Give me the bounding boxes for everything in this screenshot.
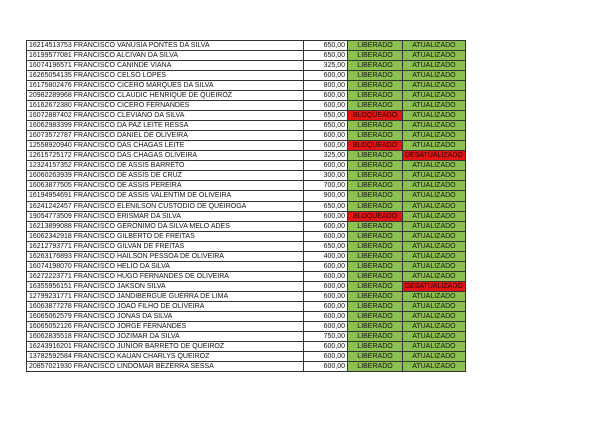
- status-cell[interactable]: LIBERADO: [348, 221, 403, 231]
- beneficiary-cell[interactable]: 16272223771 FRANCISCO HUGO FERNANDES DE OLIVEIRA: [27, 271, 304, 281]
- update-status-cell[interactable]: ATUALIZADO: [403, 241, 466, 251]
- beneficiary-cell[interactable]: 16060263939 FRANCISCO DE ASSIS DE CRUZ: [27, 171, 304, 181]
- value-cell[interactable]: 600,00: [304, 91, 348, 101]
- update-status-cell[interactable]: ATUALIZADO: [403, 221, 466, 231]
- update-status-cell[interactable]: ATUALIZADO: [403, 51, 466, 61]
- status-cell[interactable]: LIBERADO: [348, 41, 403, 51]
- value-cell[interactable]: 325,00: [304, 151, 348, 161]
- update-status-cell[interactable]: DESATUALIZADO: [403, 151, 466, 161]
- value-cell[interactable]: 325,00: [304, 61, 348, 71]
- value-cell[interactable]: 600,00: [304, 161, 348, 171]
- update-status-cell[interactable]: ATUALIZADO: [403, 141, 466, 151]
- beneficiary-cell[interactable]: 16243916201 FRANCISCO JUNIOR BARRETO DE QUEIROZ: [27, 341, 304, 351]
- table-row: [27, 171, 466, 181]
- beneficiary-cell[interactable]: 12558920940 FRANCISCO DAS CHAGAS LEITE: [27, 141, 304, 151]
- update-status-cell[interactable]: ATUALIZADO: [403, 291, 466, 301]
- table-row: [27, 351, 466, 361]
- update-status-cell[interactable]: ATUALIZADO: [403, 201, 466, 211]
- value-cell[interactable]: 650,00: [304, 111, 348, 121]
- update-status-cell[interactable]: ATUALIZADO: [403, 71, 466, 81]
- value-cell[interactable]: 600,00: [304, 281, 348, 291]
- table-row: [27, 51, 466, 61]
- update-status-cell[interactable]: DESATUALIZADO: [403, 281, 466, 291]
- table-row: [27, 251, 466, 261]
- update-status-cell[interactable]: ATUALIZADO: [403, 81, 466, 91]
- status-cell[interactable]: LIBERADO: [348, 311, 403, 321]
- value-cell[interactable]: 600,00: [304, 362, 348, 372]
- update-status-cell[interactable]: ATUALIZADO: [403, 261, 466, 271]
- beneficiary-cell[interactable]: 16199577081 FRANCISCO ALCIVAN DA SILVA: [27, 51, 304, 61]
- table-row: [27, 271, 466, 281]
- value-cell[interactable]: 600,00: [304, 311, 348, 321]
- update-status-cell[interactable]: ATUALIZADO: [403, 91, 466, 101]
- status-cell[interactable]: LIBERADO: [348, 201, 403, 211]
- status-cell[interactable]: LIBERADO: [348, 51, 403, 61]
- beneficiary-cell[interactable]: 16265054135 FRANCISCO CELSO LOPES: [27, 71, 304, 81]
- table-row: [27, 301, 466, 311]
- status-cell[interactable]: LIBERADO: [348, 151, 403, 161]
- status-cell[interactable]: LIBERADO: [348, 131, 403, 141]
- status-cell[interactable]: LIBERADO: [348, 101, 403, 111]
- status-cell[interactable]: LIBERADO: [348, 61, 403, 71]
- table-row: [27, 221, 466, 231]
- table-row: [27, 161, 466, 171]
- table-row: [27, 191, 466, 201]
- beneficiary-cell[interactable]: 16063877505 FRANCISCO DE ASSIS PEREIRA: [27, 181, 304, 191]
- table-row: [27, 362, 466, 372]
- update-status-cell[interactable]: ATUALIZADO: [403, 61, 466, 71]
- value-cell[interactable]: 700,00: [304, 181, 348, 191]
- status-cell[interactable]: LIBERADO: [348, 261, 403, 271]
- table-row: [27, 261, 466, 271]
- value-cell[interactable]: 300,00: [304, 171, 348, 181]
- update-status-cell[interactable]: ATUALIZADO: [403, 41, 466, 51]
- update-status-cell[interactable]: ATUALIZADO: [403, 321, 466, 331]
- table-row: [27, 181, 466, 191]
- value-cell[interactable]: 600,00: [304, 321, 348, 331]
- update-status-cell[interactable]: ATUALIZADO: [403, 341, 466, 351]
- beneficiary-cell[interactable]: 19054773509 FRANCISCO ERISMAR DA SILVA: [27, 211, 304, 221]
- update-status-cell[interactable]: ATUALIZADO: [403, 351, 466, 361]
- status-cell[interactable]: LIBERADO: [348, 171, 403, 181]
- value-cell[interactable]: 600,00: [304, 301, 348, 311]
- status-cell[interactable]: LIBERADO: [348, 191, 403, 201]
- update-status-cell[interactable]: ATUALIZADO: [403, 271, 466, 281]
- beneficiary-cell[interactable]: 16355956151 FRANCISCO JAKSON SILVA: [27, 281, 304, 291]
- value-cell[interactable]: 600,00: [304, 231, 348, 241]
- status-cell[interactable]: LIBERADO: [348, 321, 403, 331]
- value-cell[interactable]: 600,00: [304, 271, 348, 281]
- status-cell[interactable]: LIBERADO: [348, 341, 403, 351]
- update-status-cell[interactable]: ATUALIZADO: [403, 191, 466, 201]
- table-row: [27, 241, 466, 251]
- value-cell[interactable]: 600,00: [304, 221, 348, 231]
- value-cell[interactable]: 600,00: [304, 131, 348, 141]
- beneficiary-cell[interactable]: 16162672380 FRANCISCO CICERO FERNANDES: [27, 101, 304, 111]
- value-cell[interactable]: 600,00: [304, 141, 348, 151]
- status-cell[interactable]: LIBERADO: [348, 231, 403, 241]
- value-cell[interactable]: 650,00: [304, 41, 348, 51]
- status-cell[interactable]: LIBERADO: [348, 351, 403, 361]
- beneficiary-cell[interactable]: 16065052126 FRANCISCO JORGE FERNANDES: [27, 321, 304, 331]
- table-row: [27, 231, 466, 241]
- status-cell[interactable]: LIBERADO: [348, 71, 403, 81]
- status-cell[interactable]: LIBERADO: [348, 181, 403, 191]
- table-row: [27, 141, 466, 151]
- status-cell[interactable]: BLOQUEADO: [348, 111, 403, 121]
- update-status-cell[interactable]: ATUALIZADO: [403, 161, 466, 171]
- beneficiary-cell[interactable]: 16194954691 FRANCISCO DE ASSIS VALENTIM DE OLIVEIRA: [27, 191, 304, 201]
- status-cell[interactable]: BLOQUEADO: [348, 141, 403, 151]
- value-cell[interactable]: 600,00: [304, 101, 348, 111]
- status-cell[interactable]: LIBERADO: [348, 301, 403, 311]
- beneficiary-cell[interactable]: 16213899088 FRANCISCO GERONIMO DA SILVA MELO ADES: [27, 221, 304, 231]
- table-row: [27, 121, 466, 131]
- value-cell[interactable]: 600,00: [304, 71, 348, 81]
- update-status-cell[interactable]: ATUALIZADO: [403, 231, 466, 241]
- update-status-cell[interactable]: ATUALIZADO: [403, 171, 466, 181]
- table-row: [27, 341, 466, 351]
- beneficiary-cell[interactable]: 16214513753 FRANCISCO VANUSIA PONTES DA SILVA: [27, 41, 304, 51]
- beneficiary-cell[interactable]: 16175802476 FRANCISCO CICERO MARQUES DA SILVA: [27, 81, 304, 91]
- update-status-cell[interactable]: ATUALIZADO: [403, 111, 466, 121]
- status-cell[interactable]: LIBERADO: [348, 271, 403, 281]
- table-row: [27, 201, 466, 211]
- table-row: [27, 281, 466, 291]
- table-row: [27, 131, 466, 141]
- beneficiary-cell[interactable]: 12799231771 FRANCISCO JANDIBERGUE GUERRA DE LIMA: [27, 291, 304, 301]
- status-cell[interactable]: LIBERADO: [348, 91, 403, 101]
- value-cell[interactable]: 600,00: [304, 261, 348, 271]
- table-row: [27, 101, 466, 111]
- value-cell[interactable]: 650,00: [304, 241, 348, 251]
- value-cell[interactable]: 650,00: [304, 51, 348, 61]
- table-row: [27, 111, 466, 121]
- status-cell[interactable]: LIBERADO: [348, 81, 403, 91]
- update-status-cell[interactable]: ATUALIZADO: [403, 311, 466, 321]
- beneficiary-cell[interactable]: 12324157352 FRANCISCO DE ASSIS BARRETO: [27, 161, 304, 171]
- update-status-cell[interactable]: ATUALIZADO: [403, 101, 466, 111]
- value-cell[interactable]: 600,00: [304, 341, 348, 351]
- value-cell[interactable]: 900,00: [304, 191, 348, 201]
- status-cell[interactable]: LIBERADO: [348, 281, 403, 291]
- table-row: [27, 71, 466, 81]
- beneficiary-cell[interactable]: 16072887402 FRANCISCO CLEVIANO DA SILVA: [27, 111, 304, 121]
- status-cell[interactable]: BLOQUEADO: [348, 211, 403, 221]
- beneficiary-cell[interactable]: 12615725172 FRANCISCO DAS CHAGAS OLIVEIRA: [27, 151, 304, 161]
- table-row: [27, 151, 466, 161]
- update-status-cell[interactable]: ATUALIZADO: [403, 181, 466, 191]
- beneficiary-cell[interactable]: 16074196571 FRANCISCO CANINDE VIANA: [27, 61, 304, 71]
- beneficiary-cell[interactable]: 20857021930 FRANCISCO LINDOMAR BEZERRA SESSA: [27, 362, 304, 372]
- table-body: [27, 41, 466, 372]
- update-status-cell[interactable]: ATUALIZADO: [403, 121, 466, 131]
- beneficiary-cell[interactable]: 20982289968 FRANCISCO CLAUDIC HENRIQUE DE QUEIROZ: [27, 91, 304, 101]
- spreadsheet-table: [26, 40, 466, 372]
- status-cell[interactable]: LIBERADO: [348, 251, 403, 261]
- beneficiary-cell[interactable]: 16241242457 FRANCISCO ELENILSON CUSTODIO DE QUEIROGA: [27, 201, 304, 211]
- status-cell[interactable]: LIBERADO: [348, 241, 403, 251]
- beneficiary-cell[interactable]: 16062835518 FRANCISCO JOZIMAR DA SILVA: [27, 331, 304, 341]
- value-cell[interactable]: 750,00: [304, 331, 348, 341]
- update-status-cell[interactable]: ATUALIZADO: [403, 131, 466, 141]
- beneficiary-cell[interactable]: 16065062579 FRANCISCO JONAS DA SILVA: [27, 311, 304, 321]
- value-cell[interactable]: 600,00: [304, 351, 348, 361]
- value-cell[interactable]: 600,00: [304, 291, 348, 301]
- table-row: [27, 331, 466, 341]
- update-status-cell[interactable]: ATUALIZADO: [403, 301, 466, 311]
- table-row: [27, 41, 466, 51]
- beneficiary-cell[interactable]: 16063877278 FRANCISCO JOAO FILHO DE OLIVEIRA: [27, 301, 304, 311]
- beneficiary-cell[interactable]: 16074198070 FRANCISCO HELIO DA SILVA: [27, 261, 304, 271]
- value-cell[interactable]: 600,00: [304, 211, 348, 221]
- beneficiary-cell[interactable]: 16073572787 FRANCISCO DANIEL DE OLIVEIRA: [27, 131, 304, 141]
- table-row: [27, 81, 466, 91]
- table-row: [27, 321, 466, 331]
- value-cell[interactable]: 650,00: [304, 201, 348, 211]
- table-row: [27, 91, 466, 101]
- table-row: [27, 61, 466, 71]
- status-cell[interactable]: LIBERADO: [348, 331, 403, 341]
- status-cell[interactable]: LIBERADO: [348, 161, 403, 171]
- value-cell[interactable]: 650,00: [304, 121, 348, 131]
- status-cell[interactable]: LIBERADO: [348, 291, 403, 301]
- update-status-cell[interactable]: ATUALIZADO: [403, 211, 466, 221]
- table-row: [27, 291, 466, 301]
- update-status-cell[interactable]: ATUALIZADO: [403, 251, 466, 261]
- beneficiary-cell[interactable]: 16062983399 FRANCISCO DA PAZ LEITE RESSA: [27, 121, 304, 131]
- beneficiary-cell[interactable]: 16212793771 FRANCISCO GILVAN DE FREITAS: [27, 241, 304, 251]
- value-cell[interactable]: 800,00: [304, 81, 348, 91]
- beneficiary-cell[interactable]: 16263176893 FRANCISCO HAILSON PESSOA DE OLIVEIRA: [27, 251, 304, 261]
- table-row: [27, 211, 466, 221]
- update-status-cell[interactable]: ATUALIZADO: [403, 362, 466, 372]
- status-cell[interactable]: LIBERADO: [348, 121, 403, 131]
- beneficiary-cell[interactable]: 16062342918 FRANCISCO GILBERTO DE FREITAS: [27, 231, 304, 241]
- value-cell[interactable]: 400,00: [304, 251, 348, 261]
- update-status-cell[interactable]: ATUALIZADO: [403, 331, 466, 341]
- status-cell[interactable]: LIBERADO: [348, 362, 403, 372]
- table-row: [27, 311, 466, 321]
- beneficiary-cell[interactable]: 13782592584 FRANCISCO KAUAN CHARLYS QUEIROZ: [27, 351, 304, 361]
